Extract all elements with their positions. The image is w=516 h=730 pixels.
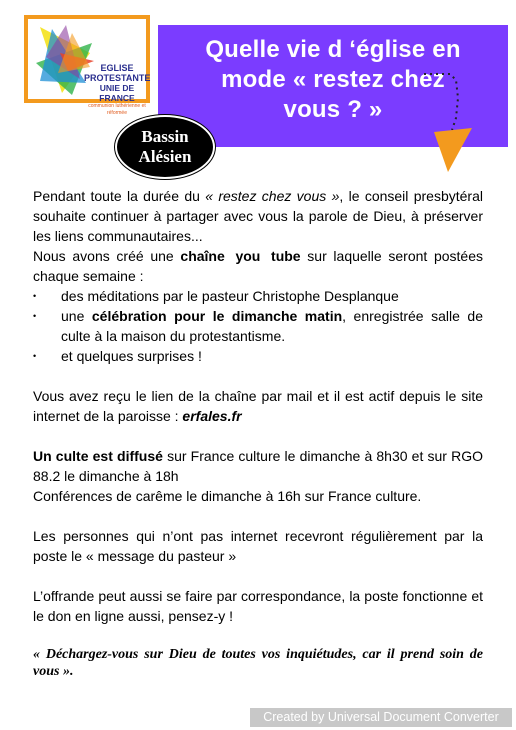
letter-body <box>33 186 483 680</box>
title-line2: mode « restez chez <box>221 66 445 93</box>
list-item: • des méditations par le pasteur Christophe Desplanque <box>33 286 483 306</box>
badge-line1: Bassin <box>141 127 189 146</box>
paragraph-radio: Un culte est diffusé sur France culture le dimanche à 8h30 et sur RGO 88.2 le dimanche à 18h <box>33 448 483 484</box>
converter-watermark: Created by Universal Document Converter <box>250 708 512 727</box>
paragraph-link: Vous avez reçu le lien de la chaîne par mail et il est actif depuis le site internet de la paroisse : erfales.fr <box>33 388 483 424</box>
logo-line1: EGLISE PROTESTANTE <box>84 63 151 83</box>
church-logo <box>24 15 151 116</box>
content-list <box>33 286 483 366</box>
paragraph-intro: Pendant toute la durée du « restez chez vous », le conseil presbytéral souhaite continuer à partager avec vous la parole de Dieu, à préserver les liens communautaires... <box>33 188 483 244</box>
logo-text <box>84 63 150 117</box>
paragraph-conferences: Conférences de carême le dimanche à 16h sur France culture. <box>33 488 422 504</box>
paragraph-offering: L’offrande peut aussi se faire par correspondance, la poste fonctionne et le don en ligne aussi, pensez-y ! <box>33 588 483 624</box>
logo-line2: UNIE DE FRANCE <box>99 83 135 103</box>
list-item: • et quelques surprises ! <box>33 346 483 366</box>
badge-line2: Alésien <box>138 147 192 166</box>
logo-line3: communion luthérienne et réformée <box>88 103 146 116</box>
title-line3: vous ? » <box>283 96 383 123</box>
site-link[interactable]: erfales.fr <box>182 408 242 424</box>
list-item: • une célébration pour le dimanche matin, enregistrée salle de culte à la maison du protestantisme. <box>33 306 483 346</box>
paragraph-mail: Les personnes qui n’ont pas internet recevront régulièrement par la poste le « message du pasteur » <box>33 528 483 564</box>
dotted-arrow-icon <box>420 68 476 174</box>
region-badge <box>115 115 215 179</box>
title-line1: Quelle vie d ‘église en <box>205 36 461 63</box>
paragraph-youtube: Nous avons créé une chaîne you tube sur laquelle seront postées chaque semaine : <box>33 248 484 284</box>
bible-verse: « Déchargez-vous sur Dieu de toutes vos inquiétudes, car il prend soin de vous ». <box>33 647 483 679</box>
